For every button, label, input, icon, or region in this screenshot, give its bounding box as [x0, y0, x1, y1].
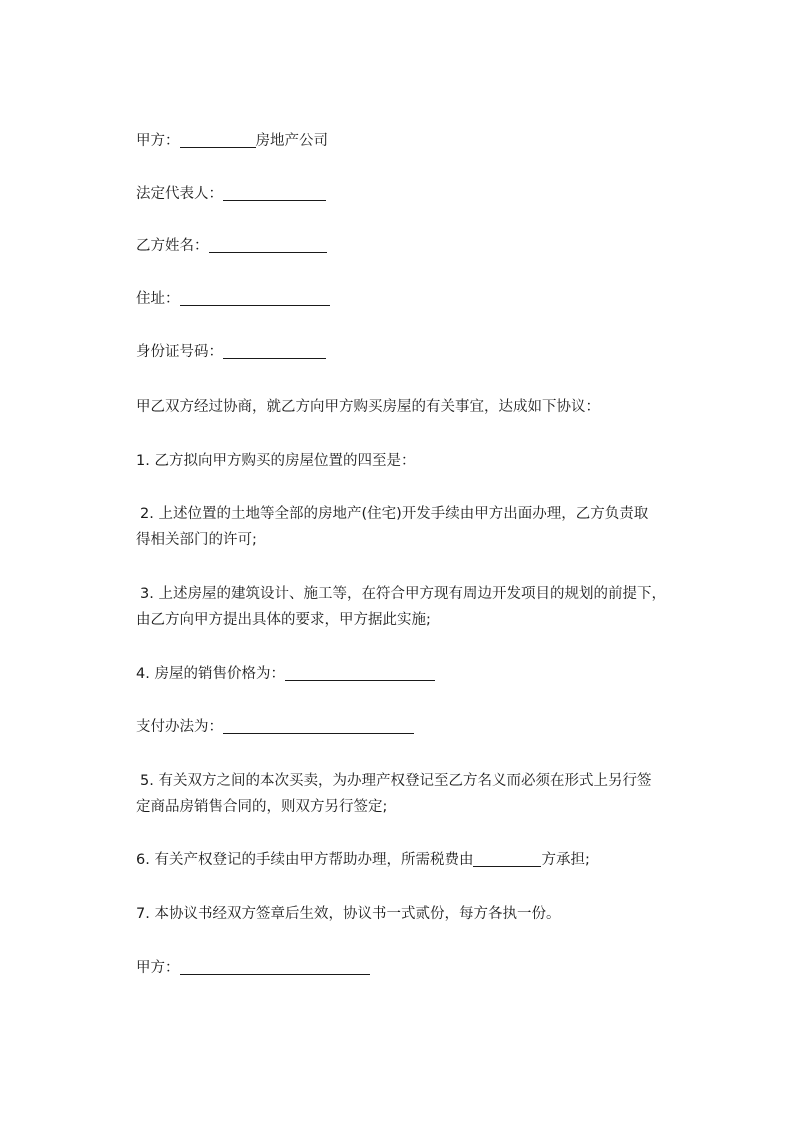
address-line [136, 289, 330, 309]
clause-2-line-1: 2. 上述位置的土地等全部的房地产(住宅)开发手续由甲方出面办理，乙方负责取 [140, 506, 649, 522]
clause-1: 1. 乙方拟向甲方购买的房屋位置的四至是： [136, 453, 416, 469]
address-label: 住址： [136, 291, 180, 307]
clause-6-suffix: 方承担; [541, 852, 590, 868]
party-a-line [136, 131, 328, 151]
intro-paragraph: 甲乙双方经过协商，就乙方向甲方购买房屋的有关事宜，达成如下协议： [136, 399, 600, 415]
sale-price-blank[interactable] [285, 664, 435, 681]
party-b-name-blank[interactable] [209, 236, 327, 253]
clause-3-line-1: 3. 上述房屋的建筑设计、施工等，在符合甲方现有周边开发项目的规划的前提下， [140, 586, 666, 602]
signature-label: 甲方： [136, 960, 180, 976]
clause-6-line [136, 850, 590, 870]
party-b-name-line [136, 236, 327, 256]
legal-rep-blank[interactable] [223, 184, 326, 201]
clause-5-line-1: 5. 有关双方之间的本次买卖，为办理产权登记至乙方名义而必须在形式上另行签 [140, 773, 652, 789]
legal-rep-label: 法定代表人： [136, 186, 223, 202]
clause-4-line [136, 664, 435, 684]
payment-label: 支付办法为： [136, 719, 223, 735]
payment-method-blank[interactable] [223, 717, 414, 734]
clause-4-label: 4. 房屋的销售价格为： [136, 666, 285, 682]
address-blank[interactable] [180, 289, 330, 306]
party-a-signature-blank[interactable] [180, 958, 370, 975]
clause-5-line-2: 定商品房销售合同的，则双方另行签定; [136, 799, 388, 815]
party-a-suffix: 房地产公司 [255, 133, 328, 149]
payment-line [136, 717, 414, 737]
clause-2-line-2: 得相关部门的许可; [136, 532, 257, 548]
signature-line [136, 958, 370, 978]
party-a-label: 甲方： [136, 133, 180, 149]
party-b-name-label: 乙方姓名： [136, 238, 209, 254]
legal-rep-line [136, 184, 326, 204]
clause-6-prefix: 6. 有关产权登记的手续由甲方帮助办理，所需税费由 [136, 852, 474, 868]
clause-3-line-2: 由乙方向甲方提出具体的要求，甲方据此实施; [136, 612, 431, 628]
id-number-label: 身份证号码： [136, 344, 223, 360]
party-a-name-blank[interactable] [180, 131, 256, 148]
clause-7: 7. 本协议书经双方签章后生效，协议书一式贰份，每方各执一份。 [136, 906, 561, 922]
tax-payer-blank[interactable] [473, 850, 541, 867]
id-number-blank[interactable] [223, 342, 326, 359]
id-number-line [136, 342, 326, 362]
